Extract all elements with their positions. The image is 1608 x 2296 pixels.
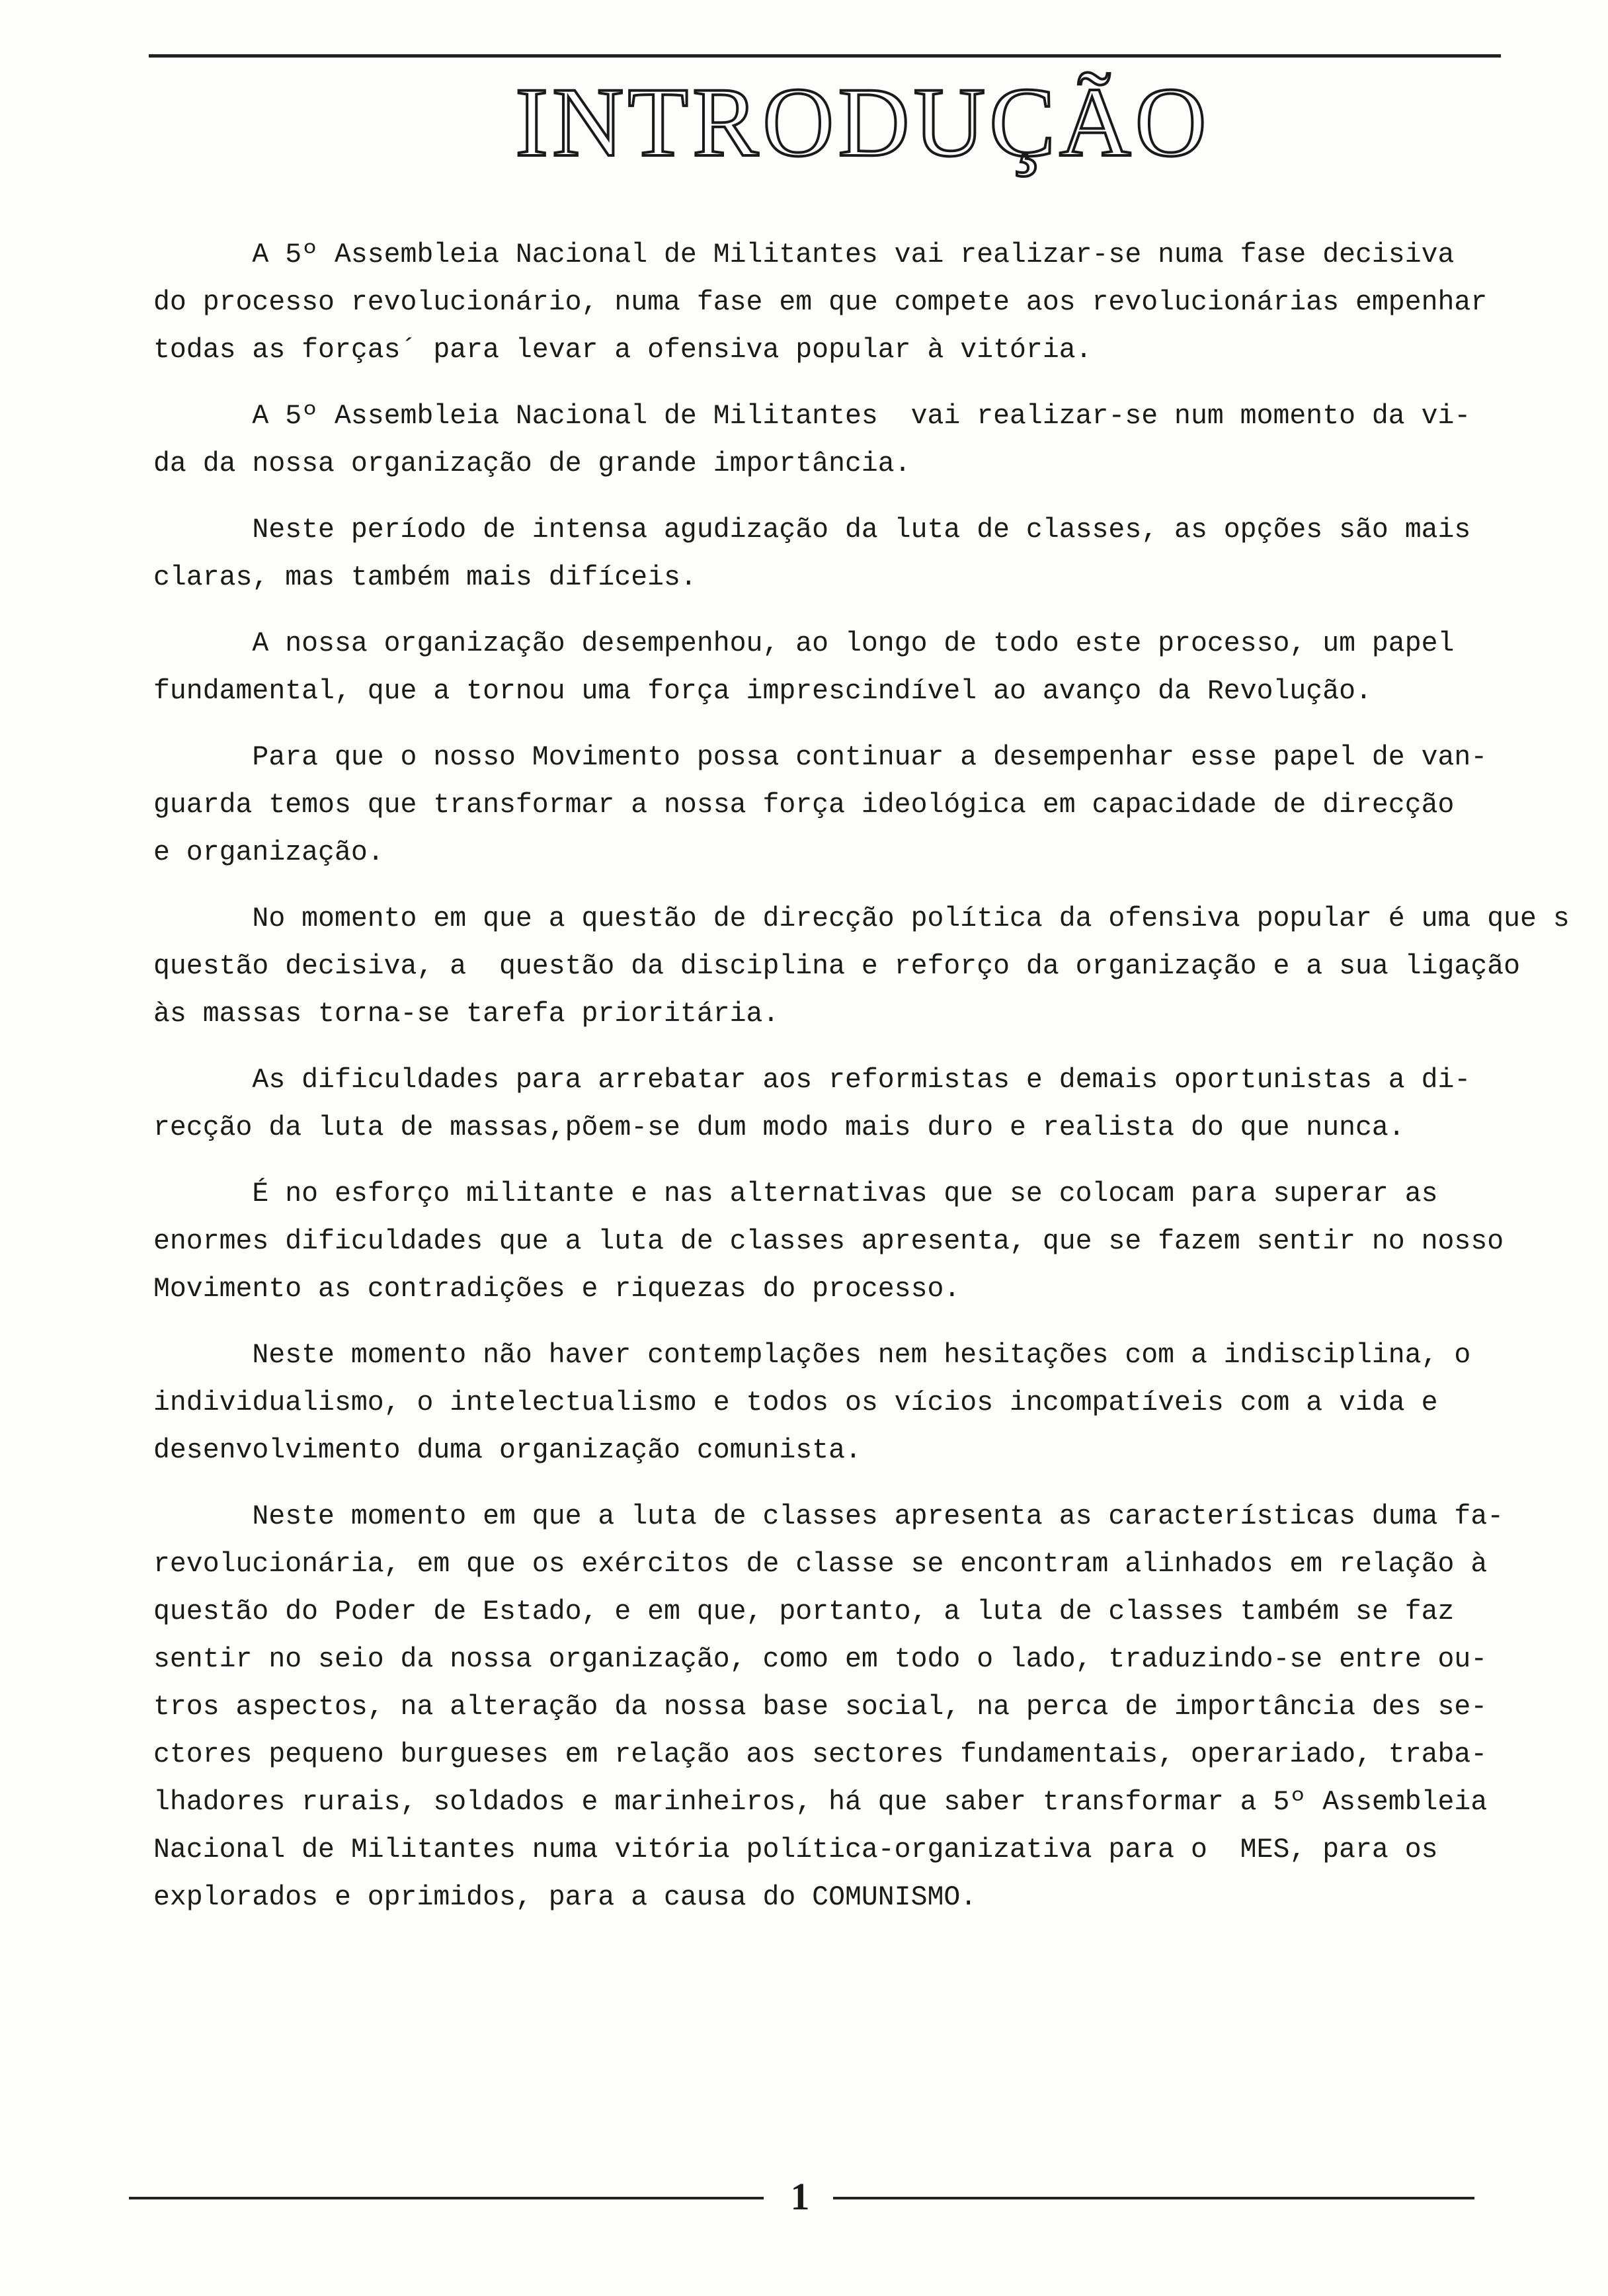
- text-line: às massas torna-se tarefa prioritária.: [153, 999, 780, 1030]
- text-line: explorados e oprimidos, para a causa do COMUNISMO.: [153, 1882, 977, 1913]
- text-line: No momento em que a questão de direcção política da ofensiva popular é uma que s: [153, 903, 1570, 934]
- paragraph: [153, 895, 1570, 1038]
- text-line: questão decisiva, a questão da disciplina e reforço da organização e a sua ligação: [153, 951, 1521, 982]
- bottom-rule-right: [833, 2197, 1474, 2199]
- text-line: É no esforço militante e nas alternativas que se colocam para superar as: [153, 1178, 1438, 1210]
- text-line: guarda temos que transformar a nossa força ideológica em capacidade de direcção: [153, 790, 1455, 821]
- text-line: lhadores rurais, soldados e marinheiros, há que saber transformar a 5º Assembleia: [153, 1787, 1488, 1818]
- text-line: sentir no seio da nossa organização, como em todo o lado, traduzindo-se entre ou-: [153, 1644, 1488, 1675]
- text-line: A nossa organização desempenhou, ao longo de todo este processo, um papel: [153, 628, 1455, 659]
- page-number: 1: [790, 2175, 810, 2218]
- text-line: revolucionária, em que os exércitos de classe se encontram alinhados em relação à: [153, 1549, 1488, 1580]
- text-line: A 5º Assembleia Nacional de Militantes vai realizar-se num momento da vi-: [153, 401, 1471, 432]
- document-title: INTRODUÇÃO: [515, 67, 1211, 177]
- text-line: Neste momento não haver contemplações nem hesitações com a indisciplina, o: [153, 1340, 1471, 1371]
- text-line: questão do Poder de Estado, e em que, portanto, a luta de classes também se faz: [153, 1596, 1455, 1627]
- paragraph: [153, 1170, 1502, 1313]
- text-line: As dificuldades para arrebatar aos reformistas e demais oportunistas a di-: [153, 1065, 1471, 1096]
- paragraph: [153, 1057, 1502, 1152]
- text-line: Para que o nosso Movimento possa continuar a desempenhar esse papel de van-: [153, 742, 1488, 773]
- paragraph: [153, 393, 1502, 488]
- text-line: ctores pequeno burgueses em relação aos sectores fundamentais, operariado, traba-: [153, 1739, 1488, 1770]
- text-line: Neste período de intensa agudização da luta de classes, as opções são mais: [153, 514, 1471, 546]
- text-line: todas as forças´ para levar a ofensiva popular à vitória.: [153, 335, 1092, 366]
- text-line: Movimento as contradições e riquezas do processo.: [153, 1274, 961, 1305]
- text-line: desenvolvimento duma organização comunista.: [153, 1435, 862, 1466]
- paragraph: [153, 1493, 1502, 1922]
- paragraph: [153, 734, 1502, 877]
- text-line: Nacional de Militantes numa vitória política-organizativa para o MES, para os: [153, 1834, 1438, 1866]
- text-line: fundamental, que a tornou uma força imprescindível ao avanço da Revolução.: [153, 676, 1372, 707]
- text-line: do processo revolucionário, numa fase em que compete aos revolucionárias empenhar: [153, 287, 1488, 318]
- text-line: recção da luta de massas,põem-se dum modo mais duro e realista do que nunca.: [153, 1112, 1405, 1143]
- text-line: individualismo, o intelectualismo e todos os vícios incompatíveis com a vida e: [153, 1387, 1438, 1418]
- paragraph: [153, 231, 1502, 374]
- document-body: [153, 231, 1570, 1940]
- text-line: da da nossa organização de grande importância.: [153, 448, 911, 479]
- text-line: e organização.: [153, 837, 384, 868]
- text-line: Neste momento em que a luta de classes apresenta as características duma fa-: [153, 1501, 1504, 1532]
- text-line: A 5º Assembleia Nacional de Militantes vai realizar-se numa fase decisiva: [153, 239, 1455, 270]
- paragraph: [153, 1332, 1502, 1475]
- paragraph: [153, 620, 1502, 716]
- top-rule: [149, 54, 1501, 58]
- text-line: enormes dificuldades que a luta de classes apresenta, que se fazem sentir no nosso: [153, 1226, 1504, 1257]
- text-line: tros aspectos, na alteração da nossa base social, na perca de importância des se-: [153, 1692, 1488, 1723]
- bottom-rule-left: [129, 2197, 764, 2199]
- text-line: claras, mas também mais difíceis.: [153, 562, 697, 593]
- paragraph: [153, 507, 1502, 602]
